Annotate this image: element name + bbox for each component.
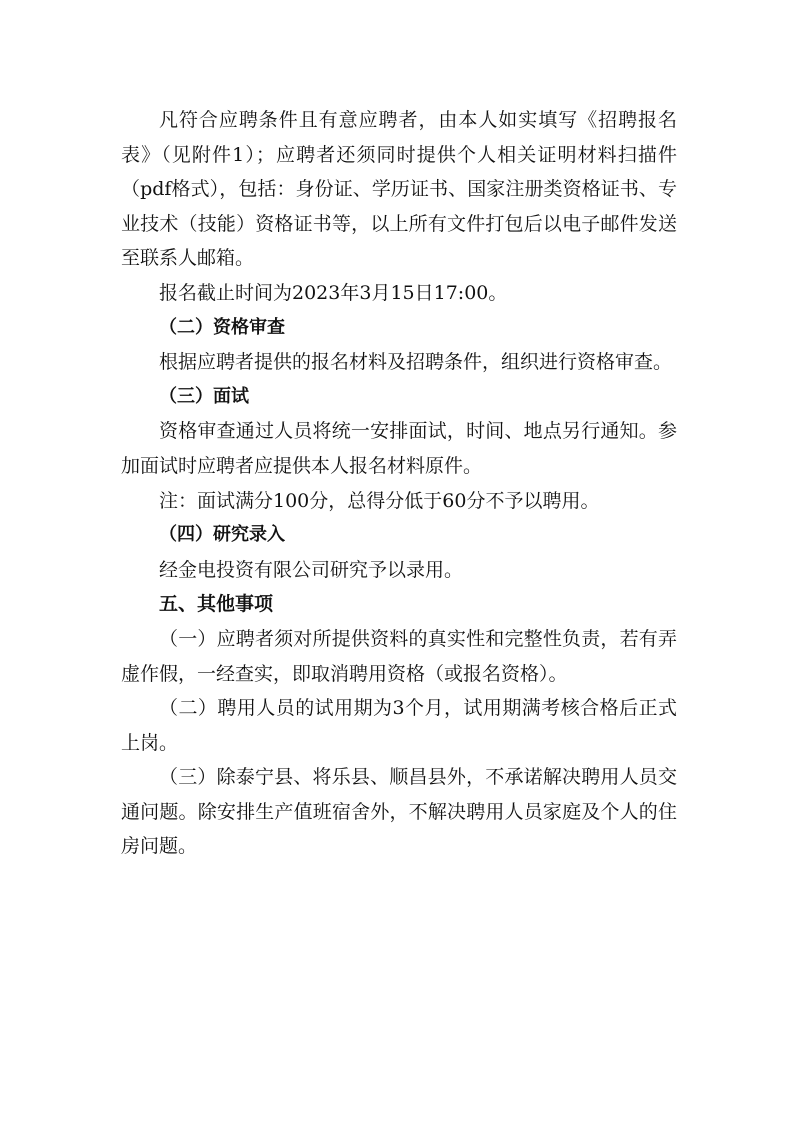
document-body [121, 103, 677, 864]
other-matters-item: （二）聘用人员的试用期为3个月，试用期满考核合格后正式上岗。 [121, 697, 677, 754]
interview-note: 注：面试满分100分，总得分低于60分不予以聘用。 [159, 489, 600, 512]
hiring-decision-heading: （四）研究录入 [159, 524, 285, 546]
interview-heading: （三）面试 [159, 385, 249, 407]
interview-paragraph: 资格审查通过人员将统一安排面试，时间、地点另行通知。参加面试时应聘者应提供本人报名材料原件。 [121, 420, 677, 477]
qualification-review-paragraph: 根据应聘者提供的报名材料及招聘条件，组织进行资格审查。 [159, 351, 673, 374]
qualification-review-heading: （二）资格审查 [159, 316, 285, 338]
application-instructions-paragraph: 凡符合应聘条件且有意应聘者，由本人如实填写《招聘报名表》（见附件1）；应聘者还须同时提供个人相关证明材料扫描件（pdf格式），包括：身份证、学历证书、国家注册类资格证书、专业技术（技能）资格证书等，以上所有文件打包后以电子邮件发送至联系人邮箱。 [121, 109, 677, 270]
other-matters-heading: 五、其他事项 [159, 593, 274, 616]
hiring-decision-paragraph: 经金电投资有限公司研究予以录用。 [159, 558, 464, 581]
deadline-paragraph: 报名截止时间为2023年3月15日17:00。 [159, 281, 508, 304]
other-matters-item: （一）应聘者须对所提供资料的真实性和完整性负责，若有弄虚作假，一经查实，即取消聘用资格（或报名资格）。 [121, 627, 677, 685]
other-matters-item: （三）除泰宁县、将乐县、顺昌县外，不承诺解决聘用人员交通问题。除安排生产值班宿舍外，不解决聘用人员家庭及个人的住房问题。 [121, 766, 677, 858]
